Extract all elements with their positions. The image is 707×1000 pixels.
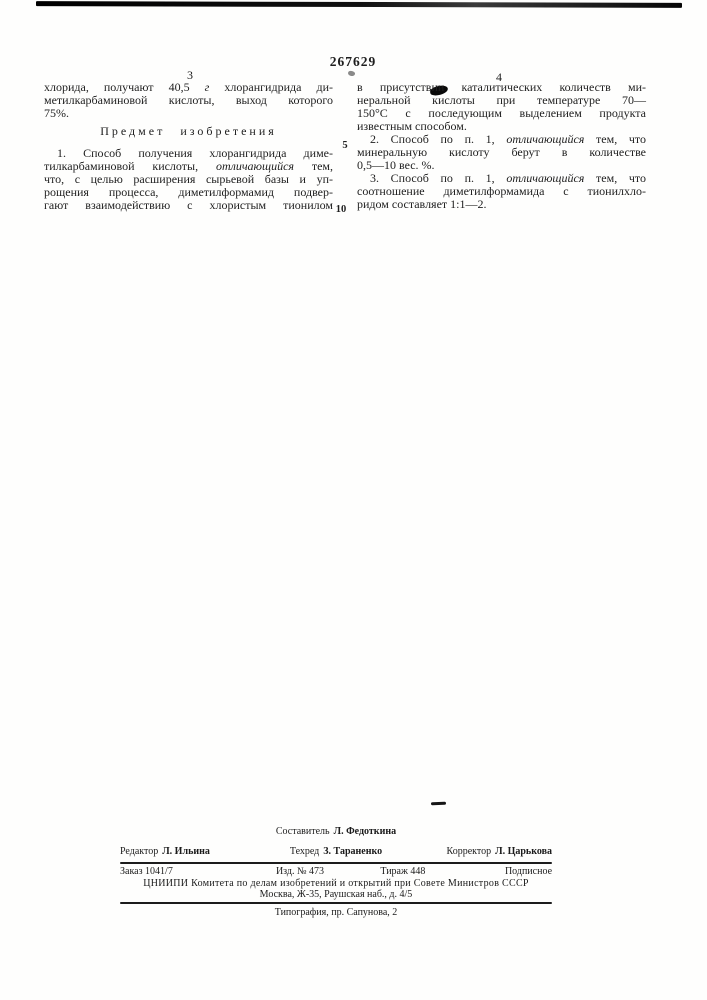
editor-name: Л. Ильина xyxy=(162,845,210,857)
corrector-name: Л. Царькова xyxy=(495,845,552,857)
techred-name: З. Тараненко xyxy=(323,845,383,857)
page-number-left: 3 xyxy=(187,68,193,82)
scan-top-edge-artifact xyxy=(36,1,682,8)
text-line: известным способом. xyxy=(357,118,467,133)
techred-cell xyxy=(257,846,415,858)
podpisnoe-label: Подписное xyxy=(504,866,553,877)
techred-label: Техред xyxy=(289,845,320,857)
tirazh-value: Тираж 448 xyxy=(380,866,426,877)
text-line: 150°С с последующим выделением продукта xyxy=(357,105,646,120)
address-line: Москва, Ж-35, Раушская наб., д. 4/5 xyxy=(259,889,413,900)
text-line: метилкарбаминовой кислоты, выход которого xyxy=(44,92,333,107)
text-line: минеральную кислоту берут в количестве xyxy=(357,144,646,159)
compiler-label: Составитель xyxy=(275,826,330,837)
izd-number: Изд. № 473 xyxy=(275,866,325,877)
printer-line: Типография, пр. Сапунова, 2 xyxy=(274,906,398,918)
staff-row xyxy=(120,846,552,858)
editor-label: Редактор xyxy=(120,845,159,857)
dash-artifact xyxy=(431,802,446,806)
text-line: рощения процесса, диметилформамид подвер- xyxy=(44,184,333,199)
compiler-name: Л. Федоткина xyxy=(333,826,397,837)
editor-cell xyxy=(120,846,257,858)
claim-1-paragraph xyxy=(44,147,333,212)
text-line: 75%. xyxy=(44,105,69,120)
text-line: 3. Способ по п. 1, отличающийся тем, что xyxy=(370,170,646,185)
order-number: Заказ 1041/7 xyxy=(120,866,173,877)
corrector-cell xyxy=(415,846,552,858)
text-line: 2. Способ по п. 1, отличающийся тем, что xyxy=(370,131,646,146)
smudge-artifact xyxy=(347,70,355,77)
page-number-right: 4 xyxy=(496,70,502,84)
text-line: в присутствии каталитических количеств ми- xyxy=(357,80,646,94)
gutter-line-number-5: 5 xyxy=(342,140,348,151)
gutter-line-number-10: 10 xyxy=(335,204,347,215)
text-line: 0,5—10 вес. %. xyxy=(357,157,435,172)
corrector-label: Корректор xyxy=(446,845,492,857)
imprint-rule-bottom xyxy=(120,902,552,904)
text-line: что, с целью расширения сырьевой базы и уп- xyxy=(44,171,333,186)
text-line: соотношение диметилформамида с тионилхло- xyxy=(357,183,646,198)
column-right xyxy=(357,81,646,211)
compiler-line xyxy=(120,826,552,838)
org-line: ЦНИИПИ Комитета по делам изобретений и открытий при Совете Министров СССР xyxy=(143,877,529,889)
text-line: хлорида, получают 40,5 г хлорангидрида ди- xyxy=(44,80,333,94)
text-line: тилкарбаминовой кислоты, отличающийся тем, xyxy=(44,158,334,173)
column-left xyxy=(44,81,333,212)
text-line: неральной кислоты при температуре 70— xyxy=(357,92,646,107)
text-line: ридом составляет 1:1—2. xyxy=(357,196,487,211)
claims-continued-paragraphs xyxy=(357,81,646,211)
intro-paragraph xyxy=(44,81,333,120)
patent-number: 267629 xyxy=(329,54,377,69)
imprint-rule-top xyxy=(120,862,552,864)
imprint-block xyxy=(120,826,552,918)
section-heading: Предмет изобретения xyxy=(100,123,277,138)
order-row xyxy=(120,866,552,878)
text-line: 1. Способ получения хлорангидрида диме- xyxy=(57,145,333,160)
text-line: гают взаимодействию с хлористым тионилом xyxy=(44,197,333,212)
